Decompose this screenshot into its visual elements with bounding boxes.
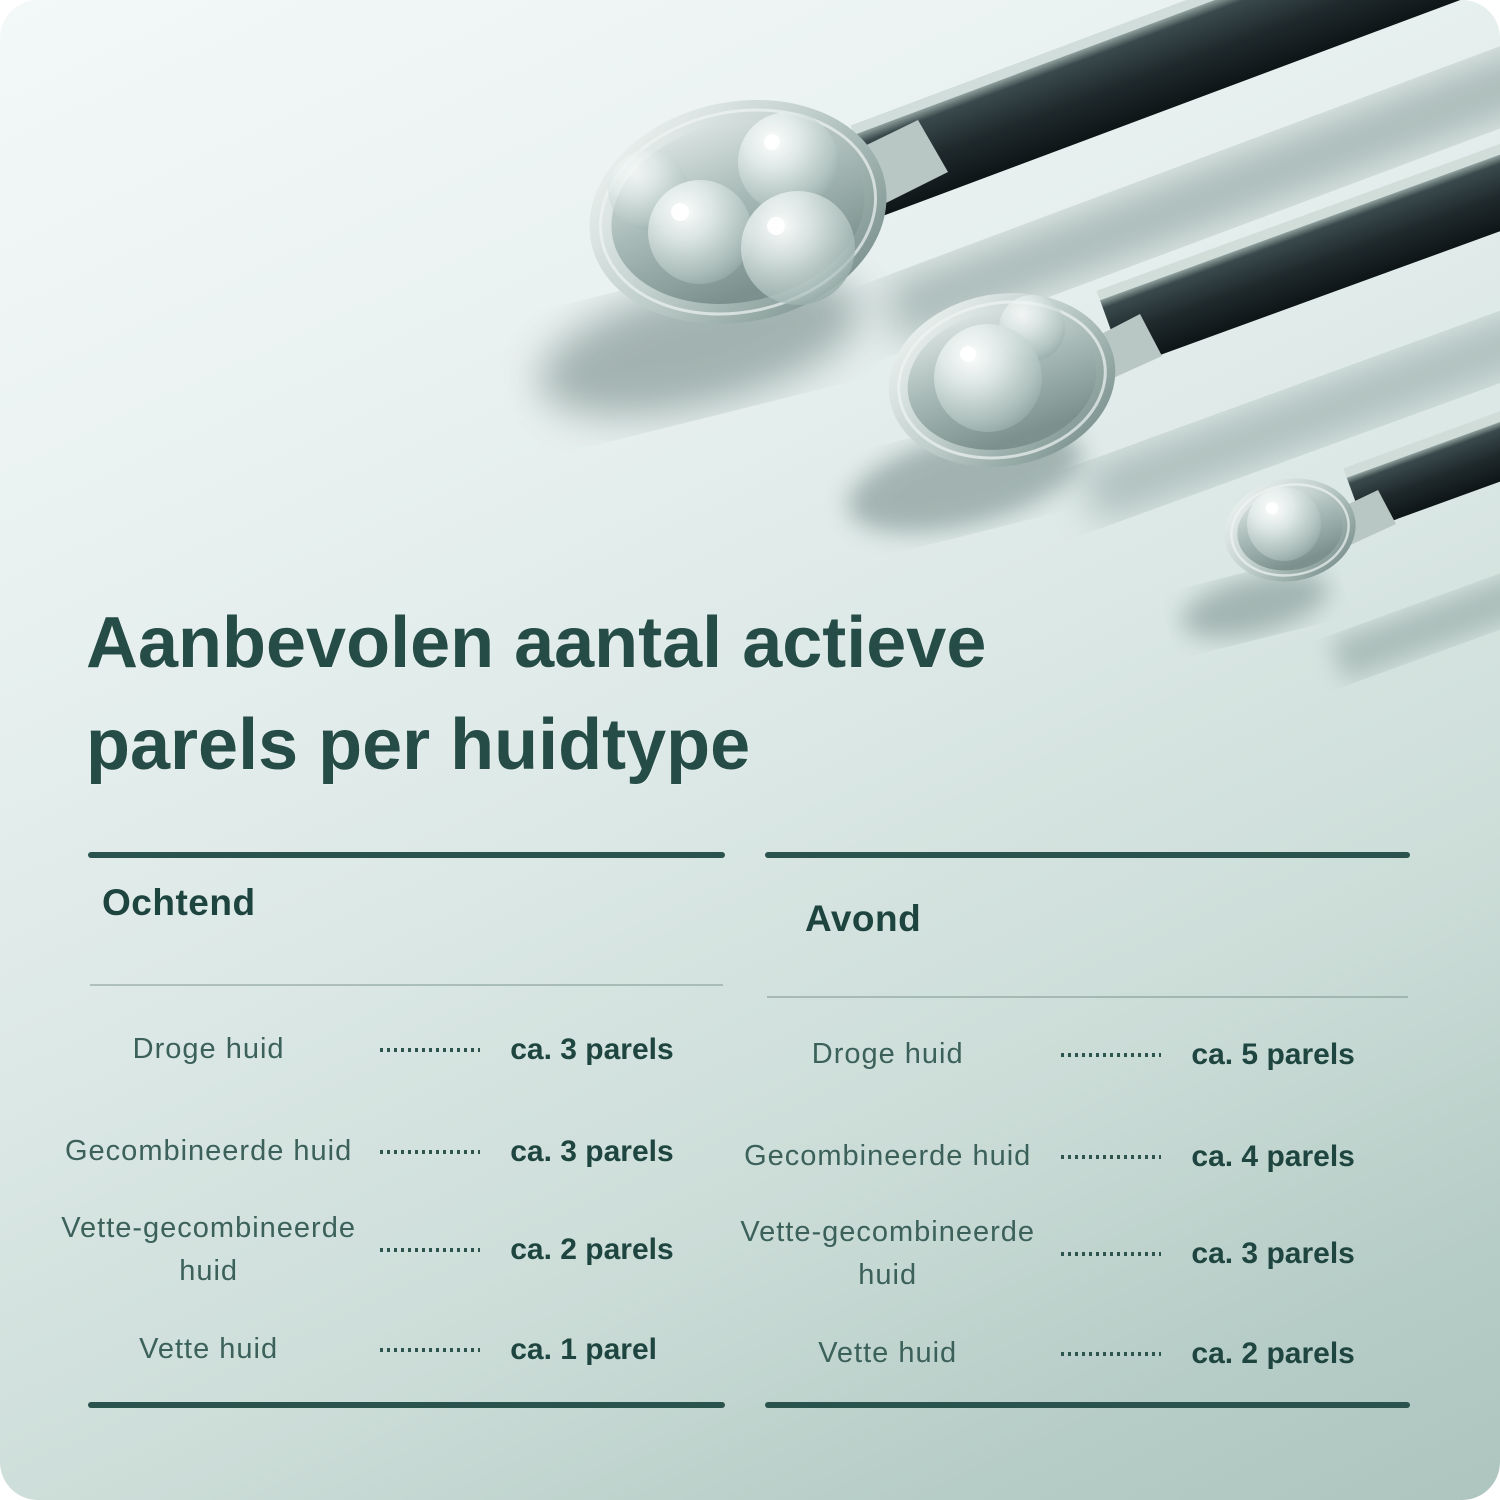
skin-type-label: Gecombineerde huid [65,1135,353,1168]
pearl-count-value: ca. 3 parels [510,1135,674,1168]
page-title-line-1: Aanbevolen aantal actieve [86,603,987,683]
table-row [765,1005,1410,1105]
dotted-leader [380,1248,480,1252]
divider-thick-bottom [765,1402,1410,1408]
divider-thick-bottom [88,1402,725,1408]
table-header-ochtend: Ochtend [102,882,256,923]
table-ochtend [61,852,725,1408]
skin-type-label: Droge huid [811,1038,964,1071]
skin-type-label: Vette huid [139,1333,279,1366]
divider-thin [767,996,1408,998]
pearl-count-value: ca. 2 parels [510,1233,674,1266]
dotted-leader [1061,1155,1161,1159]
pearl-count-value: ca. 3 parels [510,1033,674,1066]
dotted-leader [380,1348,480,1352]
skin-type-label: Droge huid [132,1033,285,1066]
table-row [65,1102,725,1202]
table-header-avond: Avond [805,898,922,939]
dotted-leader [380,1150,480,1154]
table-row [61,1200,725,1300]
dotted-leader [1061,1352,1161,1356]
page-title-line-2: parels per huidtype [86,705,751,786]
pearl-count-value: ca. 5 parels [1191,1038,1355,1071]
skin-type-label: Vette huid [818,1337,958,1370]
divider-thick-top [765,852,1410,858]
pearl-count-value: ca. 2 parels [1191,1337,1355,1370]
table-row [744,1107,1410,1207]
page-title [86,592,986,796]
gel-pearls [1247,487,1321,561]
table-row [765,1304,1410,1404]
table-row [88,1000,725,1100]
skin-type-label: Gecombineerde huid [744,1140,1032,1173]
table-row [88,1300,725,1400]
dotted-leader [1061,1252,1161,1256]
table-avond [740,852,1410,1408]
pearl-count-value: ca. 3 parels [1191,1237,1355,1270]
pearl-count-value: ca. 4 parels [1191,1140,1355,1173]
divider-thin [90,984,723,986]
dotted-leader [1061,1053,1161,1057]
skin-type-label: Vette-gecombineerde huid [740,1215,1036,1291]
dotted-leader [380,1048,480,1052]
skin-type-label: Vette-gecombineerde huid [61,1211,356,1287]
divider-thick-top [88,852,725,858]
table-row [740,1204,1410,1304]
pearl-count-value: ca. 1 parel [510,1333,657,1366]
